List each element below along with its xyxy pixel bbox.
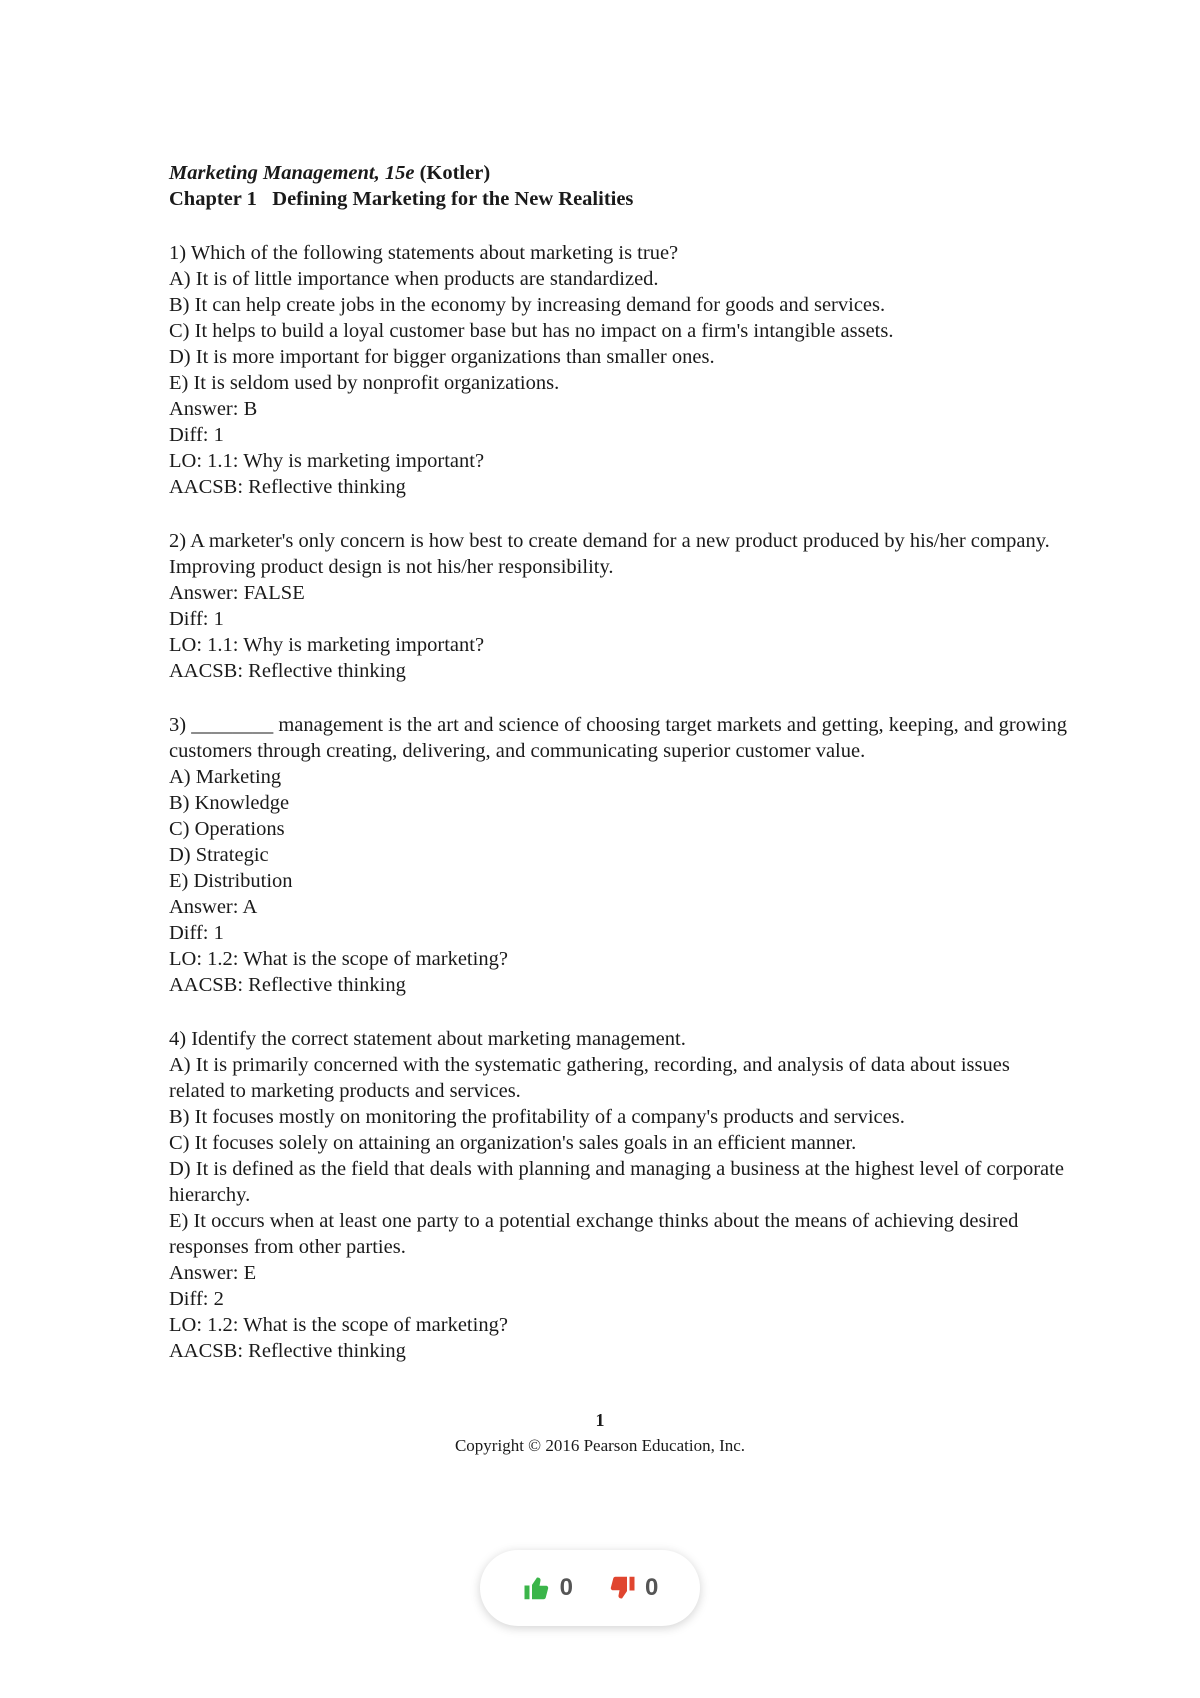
chapter-title: Chapter 1 Defining Marketing for the New Realities [169, 188, 634, 210]
answer-option: E) It occurs when at least one party to a potential exchange thinks about the means of achieving desired responses from other parties. [169, 1210, 1019, 1258]
like-button[interactable] [522, 1573, 573, 1603]
difficulty: Diff: 1 [169, 922, 224, 944]
answer-option: B) It can help create jobs in the economy by increasing demand for goods and services. [169, 294, 886, 316]
aacsb-tag: AACSB: Reflective thinking [169, 476, 406, 498]
aacsb-tag: AACSB: Reflective thinking [169, 974, 406, 996]
like-count: 0 [559, 1574, 573, 1601]
dislike-count: 0 [645, 1574, 659, 1601]
answer-option: D) Strategic [169, 844, 269, 866]
copyright-notice: Copyright © 2016 Pearson Education, Inc. [454, 1436, 746, 1455]
question-1 [169, 240, 1069, 500]
question-3 [169, 712, 1069, 998]
thumbs-up-icon [522, 1573, 552, 1603]
aacsb-tag: AACSB: Reflective thinking [169, 660, 406, 682]
document-title [169, 160, 1069, 186]
answer-option: D) It is defined as the field that deals with planning and managing a business at the highest level of corporate hierarchy. [169, 1158, 1064, 1206]
spacer [169, 212, 1069, 240]
answer-option: D) It is more important for bigger organizations than smaller ones. [169, 346, 715, 368]
answer-key: Answer: FALSE [169, 582, 305, 604]
answer-option: A) It is primarily concerned with the systematic gathering, recording, and analysis of data about issues related to marketing products and services. [169, 1054, 1010, 1102]
question-line: 2) A marketer's only concern is how best to create demand for a new product produced by his/her company. Improving product design is not his/her responsibility. [169, 530, 1050, 578]
answer-option: A) It is of little importance when products are standardized. [169, 268, 659, 290]
book-author: (Kotler) [419, 162, 491, 184]
question-line: 1) Which of the following statements about marketing is true? [169, 242, 679, 264]
question-2 [169, 528, 1069, 684]
question-line: 3) ________ management is the art and science of choosing target markets and getting, keeping, and growing customers through creating, delivering, and communicating superior customer value. [169, 714, 1067, 762]
vote-bar [480, 1550, 700, 1626]
dislike-button[interactable] [607, 1573, 658, 1603]
question-line: 4) Identify the correct statement about marketing management. [169, 1028, 686, 1050]
learning-objective: LO: 1.1: Why is marketing important? [169, 634, 485, 656]
answer-option: A) Marketing [169, 766, 282, 788]
answer-key: Answer: B [169, 398, 258, 420]
question-4 [169, 1026, 1069, 1364]
spacer [169, 998, 1069, 1026]
aacsb-tag: AACSB: Reflective thinking [169, 1340, 406, 1362]
difficulty: Diff: 1 [169, 424, 224, 446]
page-number: 1 [595, 1410, 605, 1430]
learning-objective: LO: 1.2: What is the scope of marketing? [169, 1314, 508, 1336]
answer-option: E) It is seldom used by nonprofit organizations. [169, 372, 560, 394]
learning-objective: LO: 1.2: What is the scope of marketing? [169, 948, 508, 970]
answer-option: C) Operations [169, 818, 285, 840]
spacer [169, 500, 1069, 528]
answer-option: B) It focuses mostly on monitoring the profitability of a company's products and services. [169, 1106, 905, 1128]
thumbs-down-icon [607, 1573, 637, 1603]
answer-option: E) Distribution [169, 870, 293, 892]
difficulty: Diff: 2 [169, 1288, 224, 1310]
answer-option: B) Knowledge [169, 792, 290, 814]
difficulty: Diff: 1 [169, 608, 224, 630]
answer-option: C) It focuses solely on attaining an organization's sales goals in an efficient manner. [169, 1132, 857, 1154]
page-content [169, 160, 1069, 1364]
learning-objective: LO: 1.1: Why is marketing important? [169, 450, 485, 472]
spacer [169, 684, 1069, 712]
book-title: Marketing Management, 15e [169, 162, 415, 184]
answer-key: Answer: A [169, 896, 258, 918]
answer-option: C) It helps to build a loyal customer base but has no impact on a firm's intangible assets. [169, 320, 894, 342]
answer-key: Answer: E [169, 1262, 257, 1284]
